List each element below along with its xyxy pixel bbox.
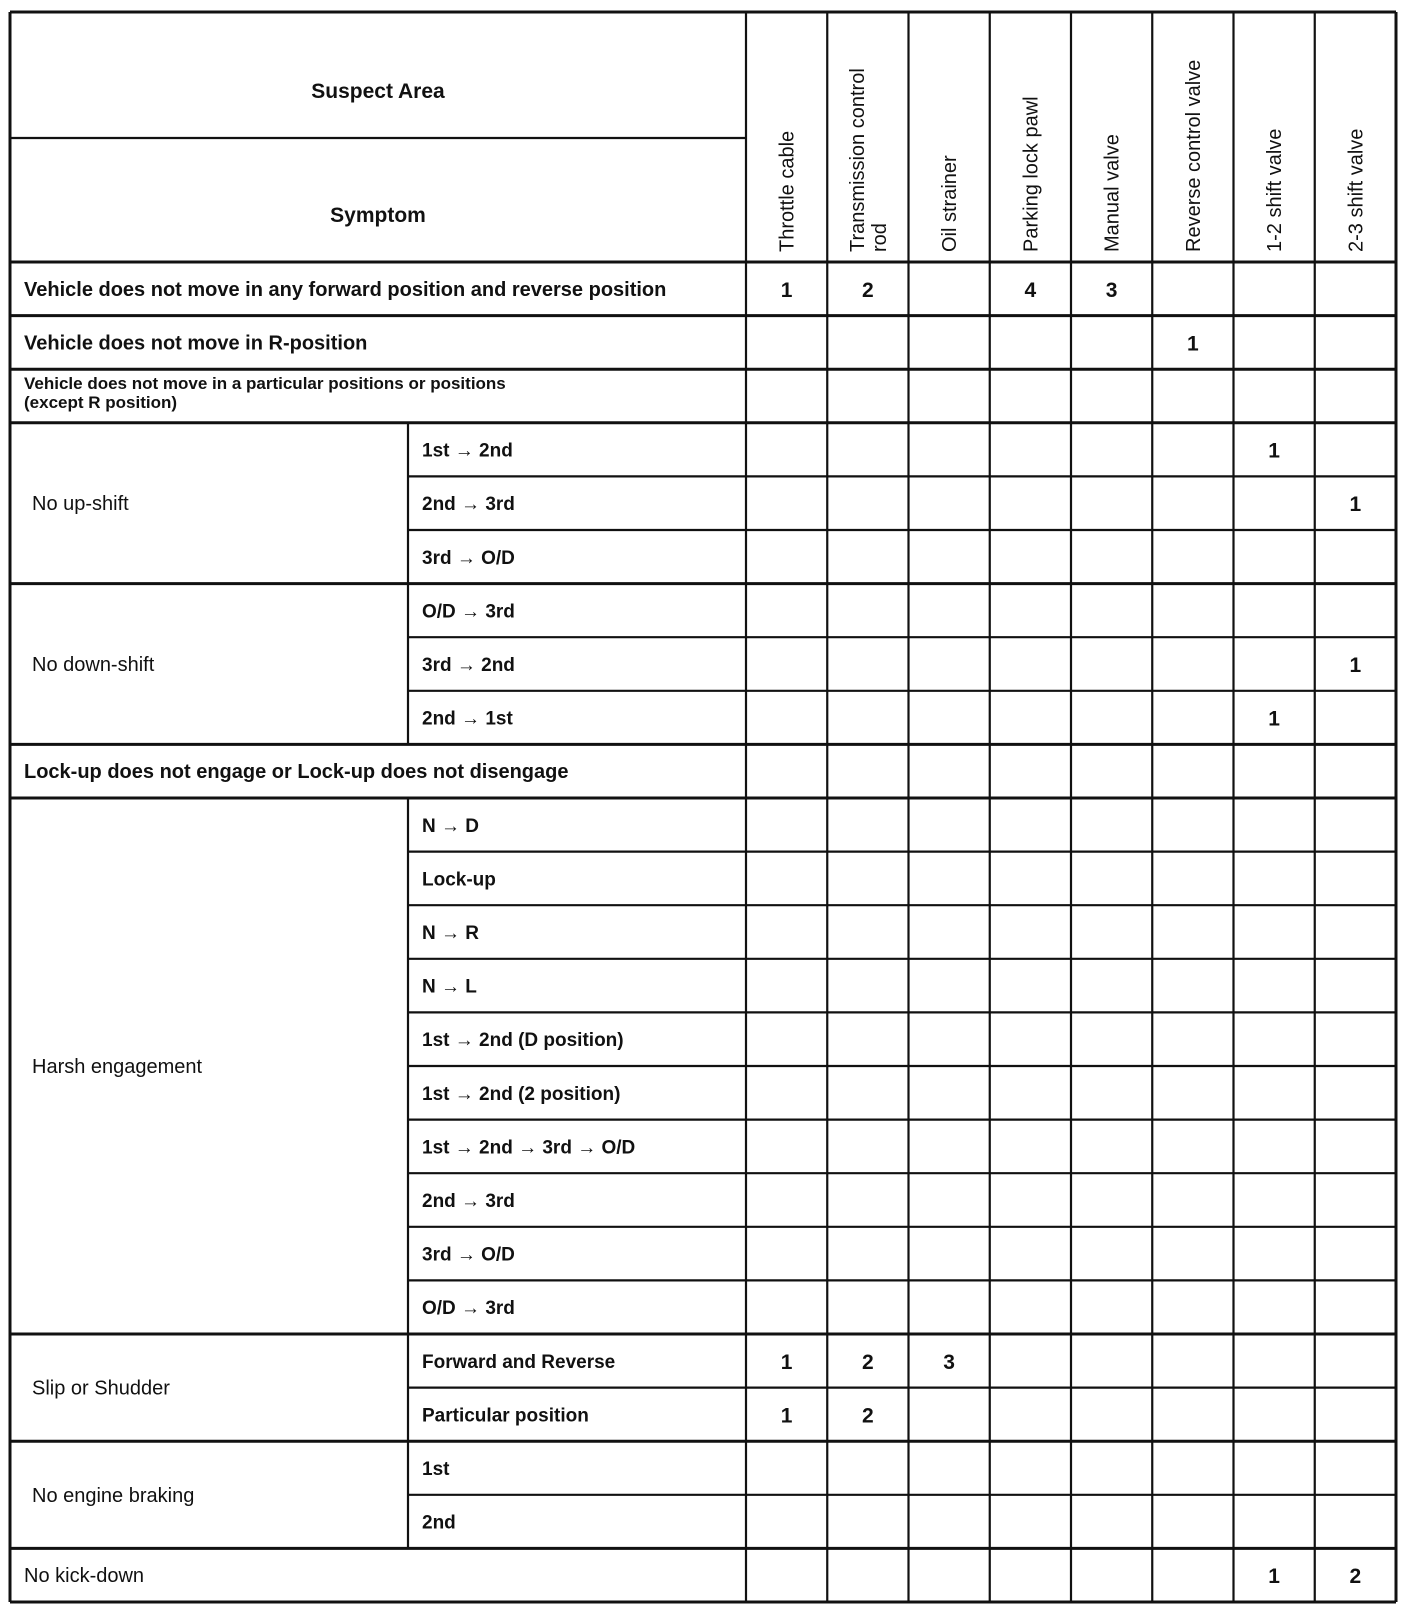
column-header-8: 2-3 shift valve xyxy=(1345,128,1368,252)
symptom-label-1: Vehicle does not move in any forward position and reverse position xyxy=(24,278,667,301)
sub-symptom-label: 3rd → 2nd xyxy=(422,655,515,676)
cell-value: 1 xyxy=(1268,439,1280,463)
cell-value: 1 xyxy=(1268,1565,1280,1589)
symptom-label-6: Lock-up does not engage or Lock-up does not disengage xyxy=(24,761,569,784)
symptom-label-3-line-1: Vehicle does not move in a particular positions or positions xyxy=(24,374,506,394)
sub-symptom-label: 1st → 2nd (D position) xyxy=(422,1030,624,1052)
column-header-6: Reverse control valve xyxy=(1182,59,1205,252)
cell-value: 4 xyxy=(1024,278,1037,302)
sub-symptom-label: 2nd → 1st xyxy=(422,708,513,730)
sub-symptom-label: 3rd → O/D xyxy=(422,1244,515,1266)
cell-value: 1 xyxy=(1349,654,1362,677)
column-header-2-line-2: rod xyxy=(868,223,891,252)
sub-symptom-label: N → L xyxy=(422,976,477,998)
sub-symptom-label: 2nd xyxy=(422,1512,456,1534)
symptom-label-2: Vehicle does not move in R-position xyxy=(24,332,368,355)
suspect-area-label: Suspect Area xyxy=(311,80,445,103)
symptom-group-label-8: Slip or Shudder xyxy=(32,1377,170,1400)
cell-value: 3 xyxy=(1105,278,1118,302)
symptom-label-3-line-2: (except R position) xyxy=(24,393,178,413)
symptom-group-label-7: Harsh engagement xyxy=(32,1056,203,1078)
cell-value: 1 xyxy=(1349,493,1362,517)
cell-value: 1 xyxy=(1268,707,1280,731)
symptom-label: Symptom xyxy=(330,204,426,227)
cell-value: 1 xyxy=(780,278,793,302)
cell-value: 3 xyxy=(943,1350,955,1374)
column-header-2-line-1: Transmission control xyxy=(846,68,869,252)
sub-symptom-label: Particular position xyxy=(422,1405,589,1427)
symptom-group-label-5: No down-shift xyxy=(32,654,155,676)
cell-value: 1 xyxy=(1187,332,1199,356)
sub-symptom-label: N → R xyxy=(422,923,479,944)
sub-symptom-label: N → D xyxy=(422,815,479,837)
symptom-label-10: No kick-down xyxy=(24,1565,145,1588)
sub-symptom-label: 1st → 2nd (2 position) xyxy=(422,1083,621,1105)
sub-symptom-label: 3rd → O/D xyxy=(422,547,515,569)
cell-value: 2 xyxy=(862,1350,874,1374)
sub-symptom-label: Lock-up xyxy=(422,869,496,891)
symptom-group-label-4: No up-shift xyxy=(32,493,129,516)
sub-symptom-label: 1st → 2nd xyxy=(422,440,513,462)
sub-symptom-label: O/D → 3rd xyxy=(422,1298,515,1320)
sub-symptom-label: 2nd → 3rd xyxy=(422,494,515,516)
cell-value: 2 xyxy=(862,1404,874,1428)
cell-value: 1 xyxy=(780,1404,793,1428)
sub-symptom-label: O/D → 3rd xyxy=(422,601,515,623)
column-header-4: Parking lock pawl xyxy=(1020,96,1043,252)
sub-symptom-label: 1st xyxy=(422,1459,450,1480)
column-header-5: Manual valve xyxy=(1101,134,1124,252)
column-header-1: Throttle cable xyxy=(776,130,799,252)
cell-value: 1 xyxy=(780,1350,793,1374)
sub-symptom-label: 2nd → 3rd xyxy=(422,1191,515,1212)
symptom-group-label-9: No engine braking xyxy=(32,1484,195,1507)
column-header-7: 1-2 shift valve xyxy=(1264,128,1287,252)
column-header-3: Oil strainer xyxy=(939,155,962,252)
cell-value: 2 xyxy=(862,278,874,302)
sub-symptom-label: 1st → 2nd → 3rd → O/D xyxy=(422,1137,636,1159)
cell-value: 2 xyxy=(1349,1565,1362,1589)
sub-symptom-label: Forward and Reverse xyxy=(422,1351,616,1373)
